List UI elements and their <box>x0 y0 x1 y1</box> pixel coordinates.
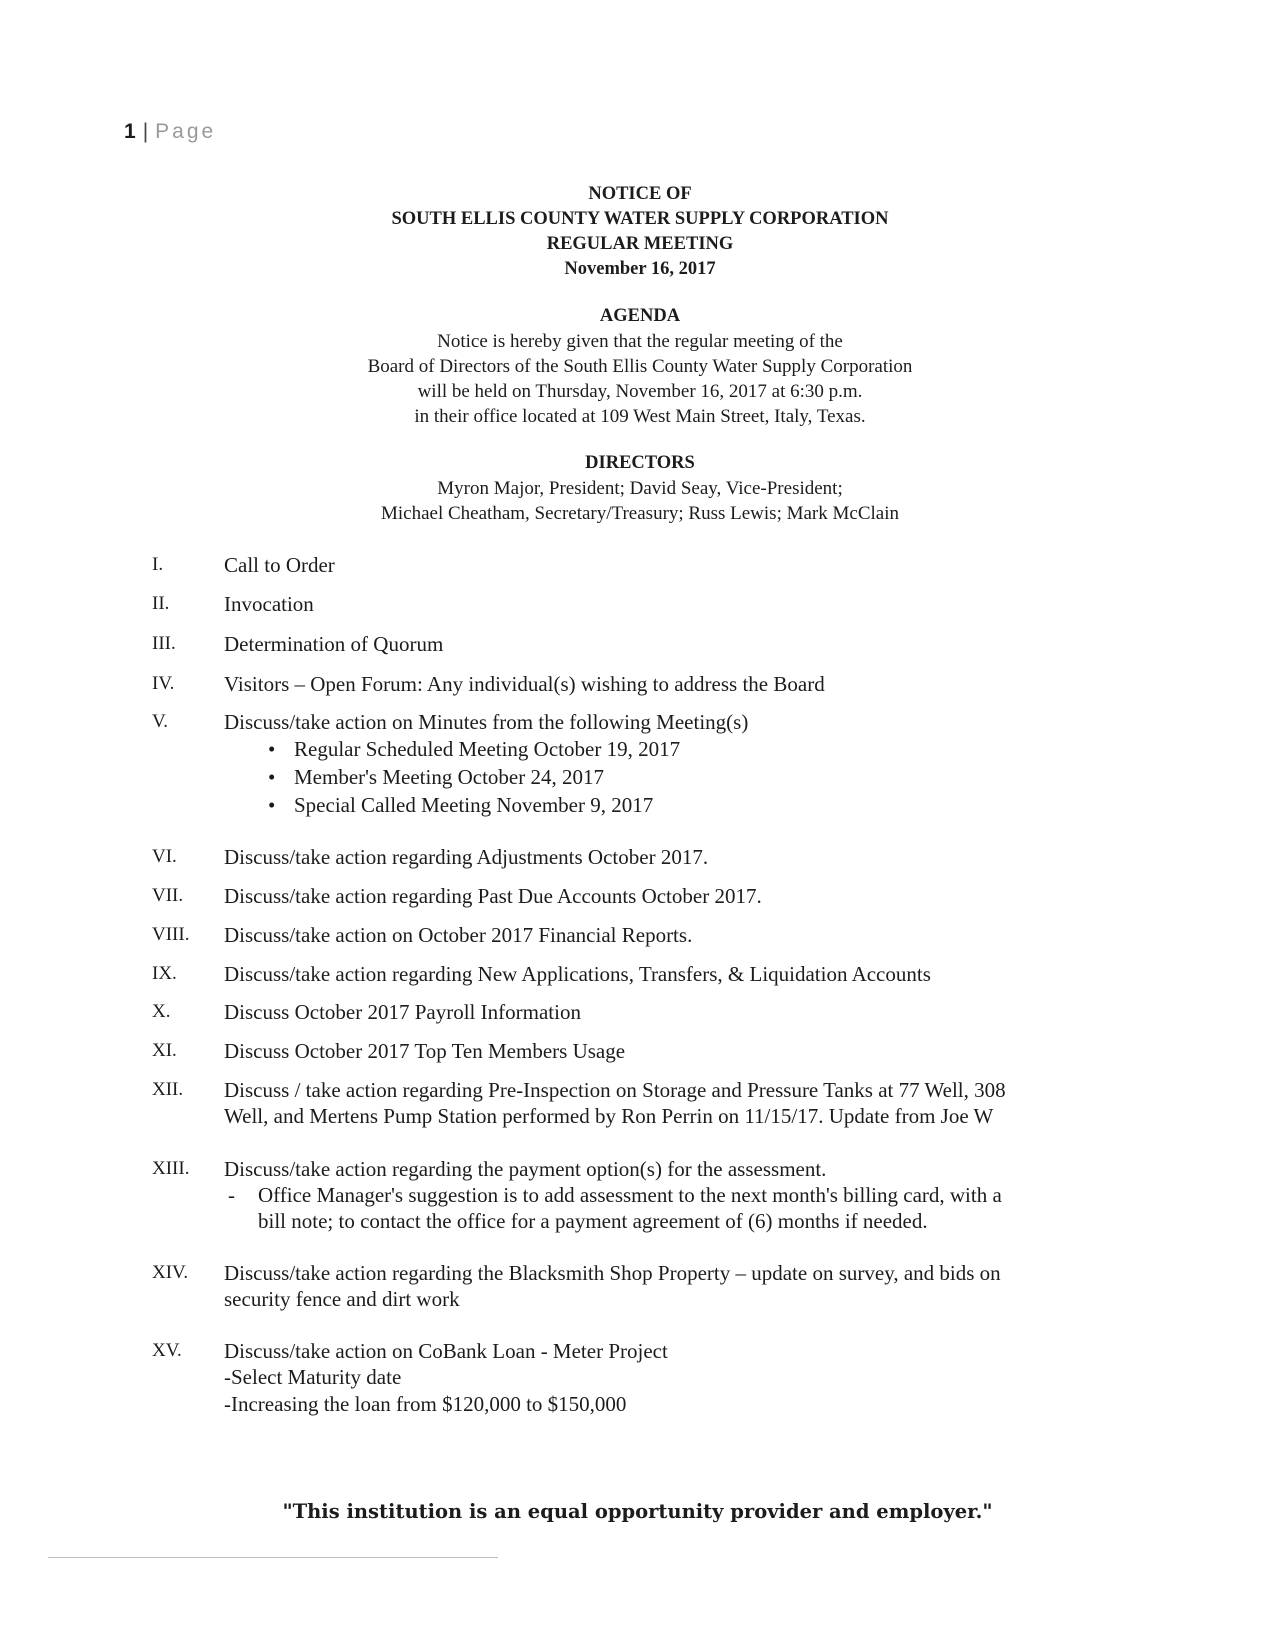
item-number: XII. <box>152 1079 184 1100</box>
item-text: Discuss/take action regarding Past Due Accounts October 2017. <box>224 884 762 908</box>
item-number: IV. <box>152 673 175 694</box>
item-number: VI. <box>152 846 177 867</box>
item-number: III. <box>152 633 176 654</box>
note-line: bill note; to contact the office for a payment agreement of (6) months if needed. <box>258 1209 928 1233</box>
item-text: Discuss/take action on Minutes from the following Meeting(s) <box>224 710 749 734</box>
page-number-label: Page <box>155 120 217 143</box>
item-subline: -Select Maturity date <box>224 1365 402 1389</box>
item-text: Discuss October 2017 Top Ten Members Usage <box>224 1039 626 1063</box>
notice-title: NOTICE OF <box>588 184 692 204</box>
corporation-name: SOUTH ELLIS COUNTY WATER SUPPLY CORPORATION <box>391 209 889 229</box>
notice-line: Board of Directors of the South Ellis County Water Supply Corporation <box>367 356 913 377</box>
notice-line: in their office located at 109 West Main Street, Italy, Texas. <box>414 406 866 427</box>
item-text: Call to Order <box>224 553 335 577</box>
meeting-date: November 16, 2017 <box>564 259 716 279</box>
notice-line: will be held on Thursday, November 16, 2017 at 6:30 p.m. <box>417 381 863 402</box>
item-text: Discuss/take action on CoBank Loan - Meter Project <box>224 1339 668 1363</box>
minutes-item: • Regular Scheduled Meeting October 19, 2017 <box>294 735 1144 763</box>
directors-line: Michael Cheatham, Secretary/Treasury; Russ Lewis; Mark McClain <box>381 503 899 524</box>
item-number: VIII. <box>152 924 190 945</box>
minutes-list <box>224 735 1144 819</box>
item-text: Discuss/take action regarding Adjustments October 2017. <box>224 845 709 869</box>
item-number: XV. <box>152 1340 182 1361</box>
item-text: Discuss/take action on October 2017 Financial Reports. <box>224 923 693 947</box>
item-number: XIII. <box>152 1158 190 1179</box>
notice-header <box>240 182 1040 526</box>
directors-line: Myron Major, President; David Seay, Vice-President; <box>437 478 843 499</box>
minutes-item: • Special Called Meeting November 9, 2017 <box>294 791 1144 819</box>
item-note <box>224 1182 1144 1234</box>
item-subline: -Increasing the loan from $120,000 to $150,000 <box>224 1392 627 1416</box>
item-text-continued: security fence and dirt work <box>224 1287 460 1311</box>
equal-opportunity-statement: "This institution is an equal opportunity provider and employer." <box>282 1500 993 1523</box>
item-number: XIV. <box>152 1262 189 1283</box>
item-text: Discuss/take action regarding the Blacksmith Shop Property – update on survey, and bids on <box>224 1261 1001 1285</box>
item-number: II. <box>152 593 170 614</box>
item-text: Visitors – Open Forum: Any individual(s) wishing to address the Board <box>224 672 825 696</box>
item-number: X. <box>152 1001 171 1022</box>
note-dash: - <box>228 1183 235 1207</box>
item-text: Discuss/take action regarding New Applications, Transfers, & Liquidation Accounts <box>224 962 931 986</box>
page-number <box>124 120 216 144</box>
item-text: Discuss October 2017 Payroll Information <box>224 1000 581 1024</box>
footer-divider <box>48 1557 498 1558</box>
item-text: Discuss / take action regarding Pre-Inspection on Storage and Pressure Tanks at 77 Well, 308 <box>224 1078 1006 1102</box>
page-number-value: 1 <box>124 120 137 143</box>
item-number: XI. <box>152 1040 177 1061</box>
page-number-separator: | <box>142 120 150 143</box>
notice-line: Notice is hereby given that the regular meeting of the <box>437 331 843 352</box>
item-text-continued: Well, and Mertens Pump Station performed by Ron Perrin on 11/15/17. Update from Joe W <box>224 1104 994 1128</box>
item-text: Determination of Quorum <box>224 632 444 656</box>
item-text: Invocation <box>224 592 314 616</box>
directors-title: DIRECTORS <box>585 453 695 473</box>
minutes-item: • Member's Meeting October 24, 2017 <box>294 763 1144 791</box>
agenda-title: AGENDA <box>599 306 681 326</box>
item-number: VII. <box>152 885 184 906</box>
item-number: I. <box>152 554 164 575</box>
item-number: V. <box>152 711 169 732</box>
item-number: IX. <box>152 963 177 984</box>
note-line: Office Manager's suggestion is to add assessment to the next month's billing card, with a <box>258 1183 1002 1207</box>
meeting-type: REGULAR MEETING <box>546 234 734 254</box>
item-text: Discuss/take action regarding the payment option(s) for the assessment. <box>224 1157 827 1181</box>
